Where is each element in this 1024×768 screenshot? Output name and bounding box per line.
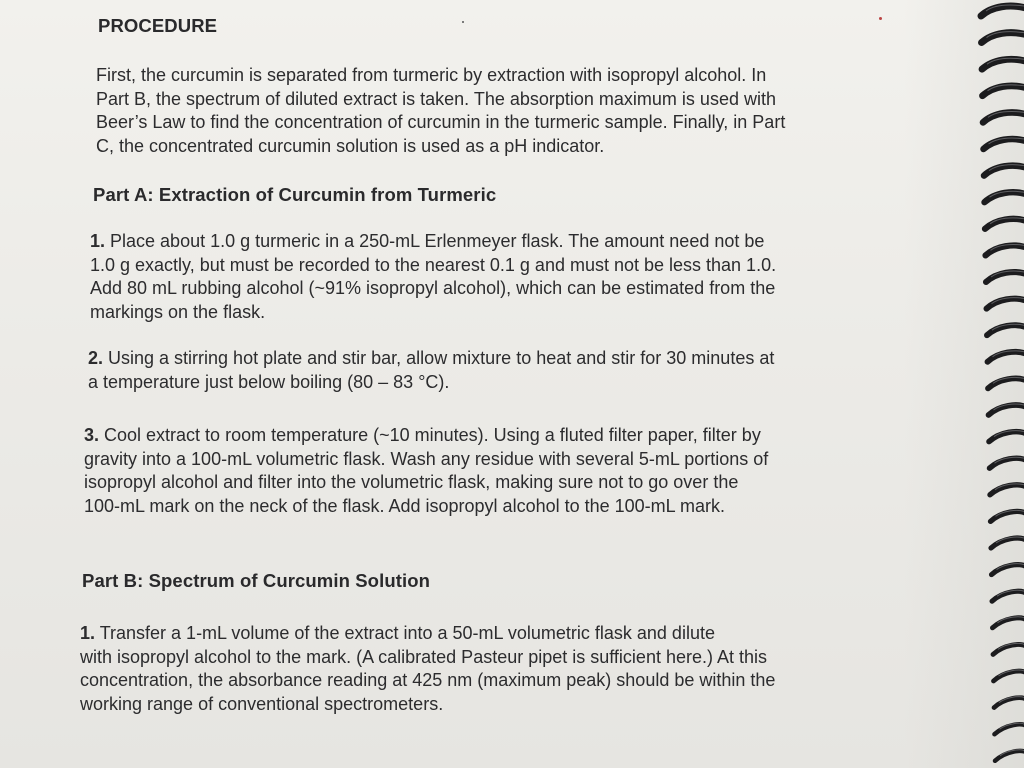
part-a-heading: Part A: Extraction of Curcumin from Turmeric: [93, 184, 497, 205]
step-line: isopropyl alcohol and filter into the volumetric flask, making sure not to go over the: [84, 472, 739, 492]
coil-loop: [985, 219, 1024, 229]
coil-loop: [994, 671, 1024, 681]
step-line: concentration, the absorbance reading at 425 nm (maximum peak) should be within the: [80, 670, 776, 690]
coil-loop: [993, 618, 1024, 628]
coil-loop: [983, 86, 1024, 96]
coil-loop: [982, 33, 1024, 43]
coil-loops: [981, 5, 1024, 761]
coil-loop: [992, 591, 1024, 601]
part-a-step-1: [90, 230, 776, 324]
coil-loop: [995, 724, 1024, 734]
procedure-heading: PROCEDURE: [98, 15, 218, 36]
step-line: Add 80 mL rubbing alcohol (~91% isopropyl alcohol), which can be estimated from the: [90, 278, 776, 298]
step-line: gravity into a 100-mL volumetric flask. Wash any residue with several 5-mL portions of: [84, 448, 769, 469]
step-line: Place about 1.0 g turmeric in a 250-mL Erlenmeyer flask. The amount need not be: [105, 231, 765, 251]
step-line: Cool extract to room temperature (~10 minutes). Using a fluted filter paper, filter by: [99, 425, 761, 445]
step-line: markings on the flask.: [90, 301, 266, 322]
coil-loop: [985, 192, 1024, 202]
step-number: 1.: [90, 231, 106, 251]
step-line: working range of conventional spectrometers.: [80, 693, 444, 714]
step-line: with isopropyl alcohol to the mark. (A calibrated Pasteur pipet is sufficient here.) At this: [80, 646, 768, 667]
step-number: 1.: [80, 623, 96, 643]
coil-loop: [991, 538, 1024, 548]
intro-line: Part B, the spectrum of diluted extract is taken. The absorption maximum is used with: [96, 88, 776, 109]
step-number: 3.: [84, 425, 100, 445]
intro-line: First, the curcumin is separated from turmeric by extraction with isopropyl alcohol. In: [96, 65, 767, 85]
step-line: 1.0 g exactly, but must be recorded to the nearest 0.1 g and must not be less than 1.0.: [90, 254, 777, 275]
coil-loop: [995, 751, 1024, 761]
coil-loop: [981, 6, 1024, 16]
intro-line: Beer’s Law to find the concentration of curcumin in the turmeric sample. Finally, in Part: [96, 112, 786, 132]
step-line: 100-mL mark on the neck of the flask. Add isopropyl alcohol to the 100-mL mark.: [84, 495, 725, 516]
coil-loop: [984, 166, 1024, 176]
step-line: Using a stirring hot plate and stir bar, allow mixture to heat and stir for 30 minutes at: [103, 348, 775, 368]
part-a-step-2: [88, 347, 774, 394]
coil-loop: [993, 644, 1024, 654]
coil-loop: [984, 139, 1024, 149]
coil-loop: [983, 112, 1024, 122]
step-line: a temperature just below boiling (80 – 83 °C).: [88, 371, 450, 392]
coil-loop: [994, 698, 1024, 708]
stray-mark-red: [879, 17, 882, 20]
part-a-step-3: [84, 424, 768, 518]
stray-mark: [462, 21, 464, 23]
intro-line: C, the concentrated curcumin solution is used as a pH indicator.: [96, 135, 605, 156]
step-number: 2.: [88, 348, 104, 368]
coil-loop: [982, 59, 1024, 69]
coil-loop: [992, 565, 1024, 575]
intro-paragraph: [96, 64, 785, 158]
coil-loop: [991, 511, 1024, 521]
part-b-step-1: [80, 622, 775, 716]
part-b-heading: Part B: Spectrum of Curcumin Solution: [82, 570, 431, 591]
step-line: Transfer a 1-mL volume of the extract into a 50-mL volumetric flask and dilute: [95, 623, 715, 643]
spiral-binding-coil-icon: [954, 0, 1024, 768]
